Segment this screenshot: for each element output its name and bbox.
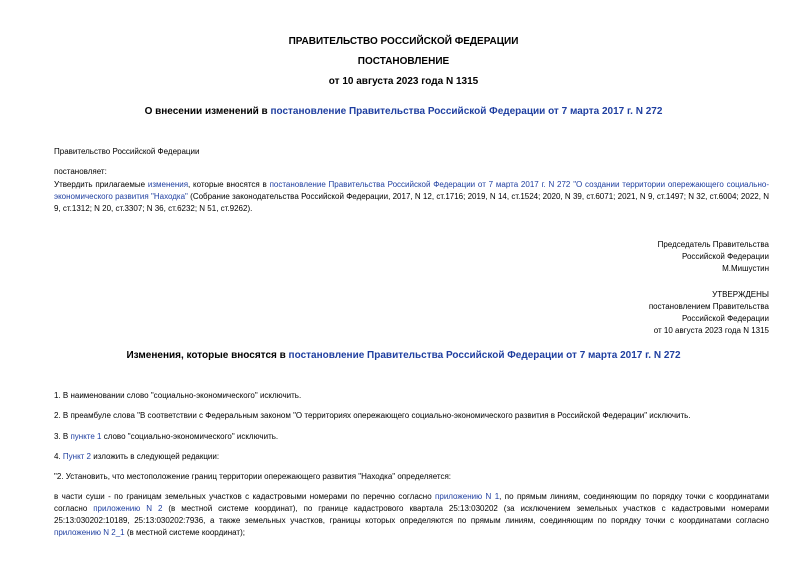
approve-text-1: Утвердить прилагаемые bbox=[54, 180, 148, 189]
changes-title-text: Изменения, которые вносятся в bbox=[126, 350, 289, 361]
approved-block bbox=[649, 289, 769, 337]
doc-title-link[interactable]: постановление Правительства Российской Федерации от 7 марта 2017 г. N 272 bbox=[270, 106, 663, 117]
item-3 bbox=[54, 431, 278, 443]
land-link-appendix-2[interactable]: приложению N 2 bbox=[93, 504, 163, 513]
doc-date: от 10 августа 2023 года N 1315 bbox=[328, 76, 479, 87]
approve-link-resolution[interactable]: постановление Правительства Российской Федерации от 7 марта 2017 г. N 272 bbox=[269, 180, 571, 189]
doc-title-text: О внесении изменений в bbox=[144, 106, 271, 117]
approve-text-4: (Собрание законодательства Российской Федерации, 2017, N 12, ст.1716; 2019, N 14, ст.1524; 2020, N 39, ст.6071; 2021, N 9, ст.1497; N 32, ст.6004; 2022, N 9, ст.1312; N 20, ст.3307; N 36, ст.6232; N 51, ст.9262). bbox=[54, 192, 769, 213]
approve-link-changes[interactable]: изменения bbox=[147, 180, 189, 189]
item-3-text-pre: 3. В bbox=[54, 432, 71, 441]
quote-item-2: "2. Установить, что местоположение границ территории опережающего развития "Находка" определяется: bbox=[54, 472, 452, 481]
doc-title bbox=[0, 106, 807, 117]
land-text-1: в части суши - по границам земельных участков с кадастровыми номерами по перечню согласно bbox=[54, 492, 436, 501]
item-1: 1. В наименовании слово "социально-экономического" исключить. bbox=[54, 391, 302, 400]
doc-type: ПОСТАНОВЛЕНИЕ bbox=[357, 56, 450, 67]
item-4-text-post: изложить в следующей редакции: bbox=[91, 452, 220, 461]
item-4 bbox=[54, 451, 219, 463]
item-4-text-pre: 4. bbox=[54, 452, 63, 461]
land-text-4: (в местной системе координат); bbox=[124, 528, 245, 537]
intro-gov: Правительство Российской Федерации bbox=[54, 147, 200, 156]
approved-line-1: УТВЕРЖДЕНЫ bbox=[712, 290, 769, 299]
approve-paragraph bbox=[54, 179, 769, 215]
changes-title bbox=[0, 350, 807, 361]
intro-decides: постановляет: bbox=[54, 167, 107, 176]
item-3-link[interactable]: пункте 1 bbox=[70, 432, 102, 441]
land-link-appendix-2-1[interactable]: приложению N 2_1 bbox=[54, 528, 125, 537]
changes-title-link[interactable]: постановление Правительства Российской Федерации от 7 марта 2017 г. N 272 bbox=[288, 350, 681, 361]
signature-line-2: Российской Федерации bbox=[682, 252, 769, 261]
approve-text-2: , которые вносятся в bbox=[188, 180, 270, 189]
signature-line-3: М.Мишустин bbox=[722, 264, 769, 273]
signature-line-1: Председатель Правительства bbox=[657, 240, 769, 249]
item-4-link[interactable]: Пункт 2 bbox=[62, 452, 91, 461]
land-text-3: (в местной системе координат), по границе кадастрового квартала 25:13:030202 (за исключением земельных участков с кадастровыми номерами 25:13:030202:10189, 25:13:030202:7936, а также земельных участков, границы которых определяются по прямым линиям, соединяющим по порядку точки с координатами согласно bbox=[54, 504, 769, 525]
signature-block bbox=[658, 239, 769, 275]
approved-line-4: от 10 августа 2023 года N 1315 bbox=[653, 326, 769, 335]
land-text-2: , по прямым линиям, соединяющим по порядку точки с координатами согласно bbox=[54, 492, 769, 513]
land-paragraph bbox=[54, 491, 769, 539]
approve-link-title[interactable]: "О создании территории опережающего социально-экономического развития "Находка" bbox=[54, 180, 769, 201]
approved-line-3: Российской Федерации bbox=[682, 314, 769, 323]
item-2: 2. В преамбуле слова "В соответствии с Федеральным законом "О территориях опережающего социально-экономического развития в Российской Федерации" исключить. bbox=[54, 411, 691, 420]
land-link-appendix-1[interactable]: приложению N 1 bbox=[435, 492, 500, 501]
gov-header: ПРАВИТЕЛЬСТВО РОССИЙСКОЙ ФЕДЕРАЦИИ bbox=[288, 36, 519, 47]
item-3-text-post: слово "социально-экономического" исключить. bbox=[101, 432, 279, 441]
approved-line-2: постановлением Правительства bbox=[648, 302, 769, 311]
